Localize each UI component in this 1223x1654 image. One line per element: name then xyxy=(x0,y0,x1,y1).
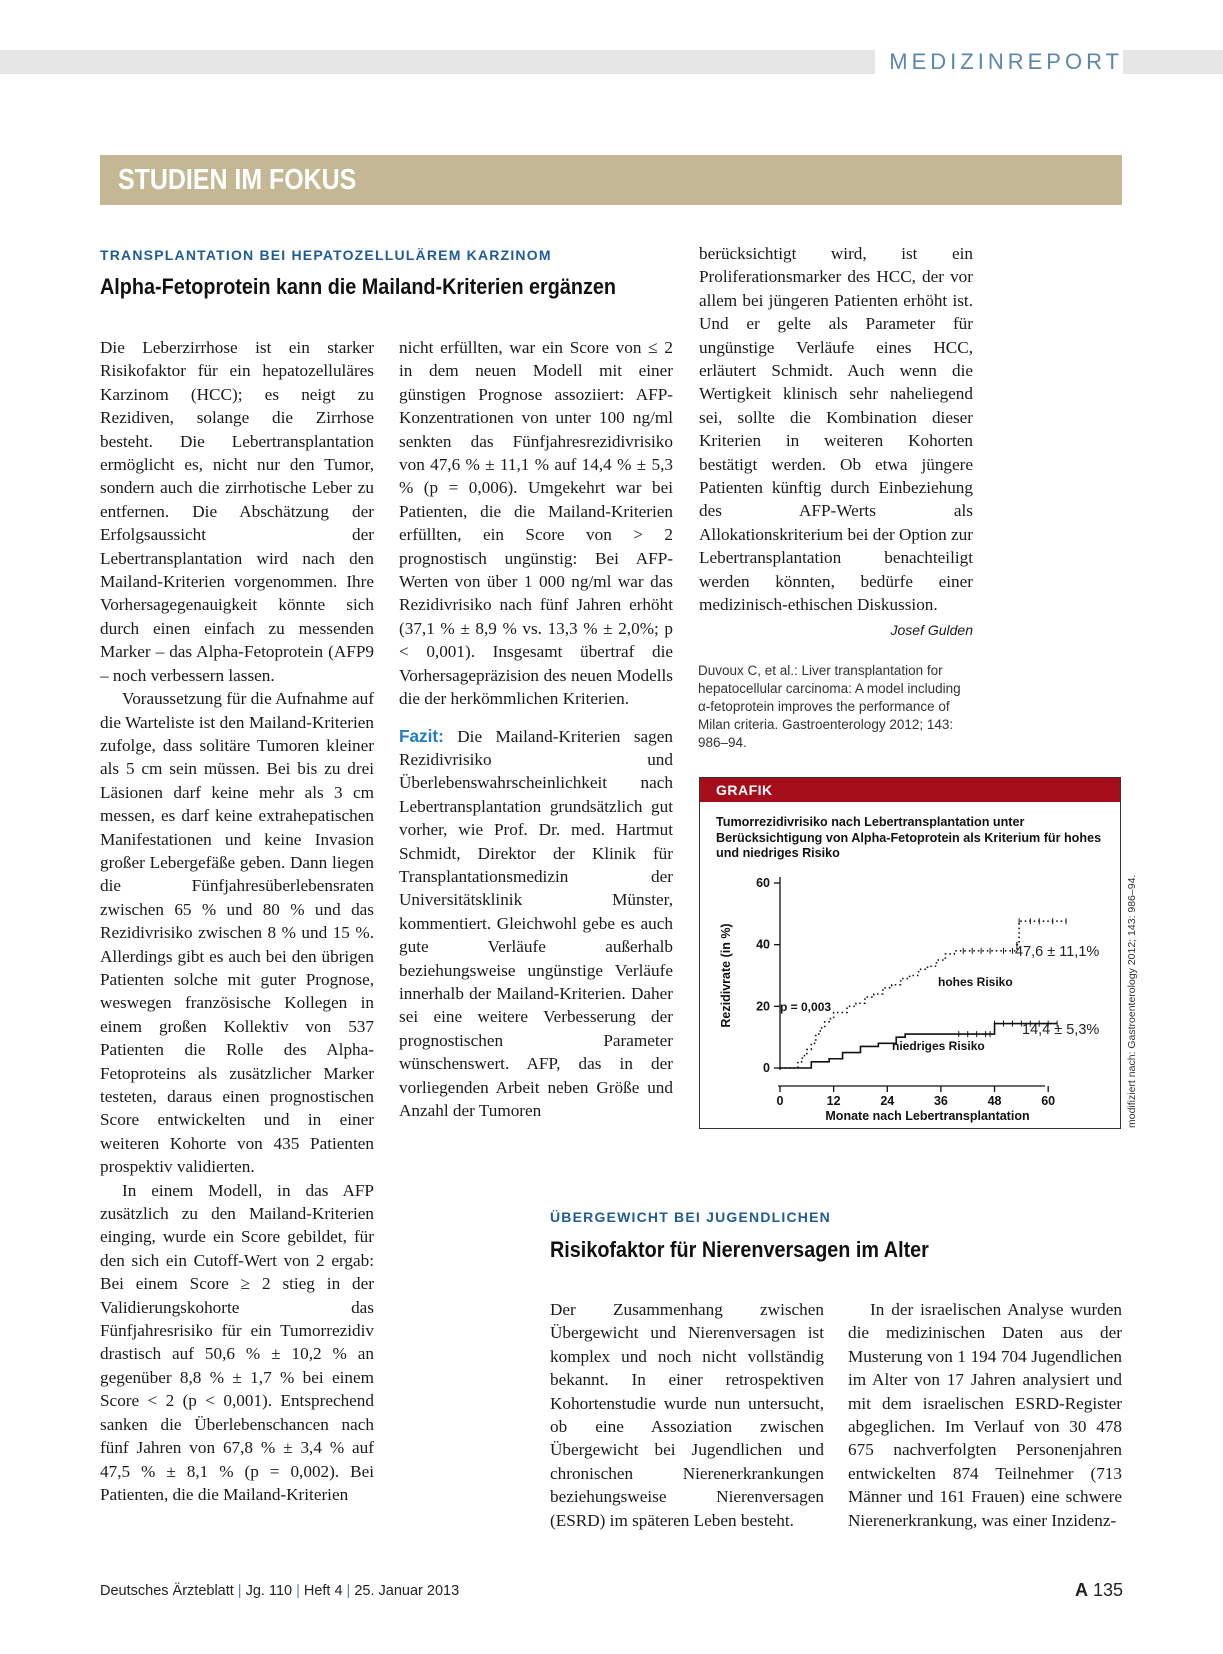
high-risk-value: 47,6 ± 11,1% xyxy=(1015,944,1100,960)
footer-issue: Heft 4 xyxy=(303,1583,343,1599)
reference: Duvoux C, et al.: Liver transplantation for hepatocellular carcinoma: A model including α-fetoprotein improves the performance of Milan criteria. Gastroenterology 2012; 143: 986–94. xyxy=(698,663,961,750)
paragraph: In der israelischen Analyse wurden die medizinischen Daten aus der Musterung von 1 194 704 Jugendlichen im Alter von 17 Jahren analysiert und mit dem israelischen ESRD-Register abgeglichen. Im Verlauf von 30 478 675 nachverfolgten Personenjahren entwickelten 874 Teilnehmer (713 Männer und 161 Frauen) eine schwere Nierenerkrankung, was einer Inzidenz- xyxy=(848,1300,1122,1530)
x-tick-label: 0 xyxy=(776,1094,784,1108)
paragraph: Der Zusammenhang zwischen Übergewicht und Nierenversagen ist komplex und noch nicht vollständig bekannt. In einer retrospektiven Kohortenstudie wurde nun untersucht, ob eine Assoziation zwischen Übergewicht bei Jugendlichen und chronischen Nierenerkrankungen beziehungsweise Nierenversagen (ESRD) im späteren Leben besteht. xyxy=(550,1300,824,1530)
paragraph: Voraussetzung für die Aufnahme auf die Warteliste ist den Mailand-Kriterien zufolge, dass solitäre Tumoren kleiner als 5 cm sein müssen. Bei bis zu drei Läsionen darf keine mehr als 3 cm messen, es darf keine extrahepatischen Manifestationen und keine Invasion großer Lebergefäße geben. Dann liegen die Fünfjahresüberlebensraten zwischen 65 % und 80 % und das Rezidivrisiko zwischen 8 % und 15 %. Allerdings gibt es auch bei den übrigen Patienten solche mit guter Prognose, weswegen französische Kollegen in einem großen Kollektiv von 537 Patienten die Rolle des Alpha-Fetoproteins als zusätzlicher Marker testeten, daraus einen prognostischen Score entwickelten und in einer weiteren Kohorte von 435 Patienten prospektiv validierten. xyxy=(100,689,374,1177)
article2-headline: Risikofaktor für Nierenversagen im Alter xyxy=(550,1237,929,1262)
y-axis-label: Rezidivrate (in %) xyxy=(719,923,733,1028)
footer: Deutsches Ärzteblatt | Jg. 110 | Heft 4 | 25. Januar 2013 xyxy=(100,1583,460,1599)
article2-column-1 xyxy=(550,1298,824,1532)
paragraph: Die Leberzirrhose ist ein starker Risikofaktor für ein hepatozelluläres Karzinom (HCC); es neigt zu Rezidiven, solange die Zirrhose besteht. Die Lebertransplantation ermöglicht es, nicht nur den Tumor, sondern auch die zirrhotische Leber zu entfernen. Die Abschätzung der Erfolgsaussicht der Lebertransplantation wird nach den Mailand-Kriterien vorgenommen. Ihre Vorhersagegenauigkeit könnte sich durch einen einfach zu messenden Marker – das Alpha-Fetoprotein (AFP9 – noch verbessern lassen. xyxy=(100,338,374,685)
page-number xyxy=(1075,1580,1123,1601)
x-tick-label: 36 xyxy=(933,1094,948,1108)
x-tick-label: 48 xyxy=(987,1094,1002,1108)
article1-column-2 xyxy=(399,336,673,1122)
article2-kicker: ÜBERGEWICHT BEI JUGENDLICHEN xyxy=(550,1209,831,1225)
figure-credit: modifiziert nach: Gastroenterology 2012; 143: 986–94. xyxy=(1126,874,1138,1128)
p-value-label: p = 0,003 xyxy=(780,1000,832,1014)
figure-box xyxy=(699,777,1121,1129)
footer-volume: Jg. 110 xyxy=(245,1583,293,1599)
paragraph: In einem Modell, in das AFP zusätzlich zu den Mailand-Kriterien einging, wurde ein Score gebildet, für den sich ein Cutoff-Wert von 2 ergab: Bei einem Score ≥ 2 stieg in der Validierungskohorte das Fünfjahresrisiko für ein Tumorrezidiv drastisch auf 50,6 % ± 10,2 % an gegenüber 8,8 % ± 1,7 % bei einem Score < 2 (p < 0,001). Entsprechend sanken die Überlebenschancen nach fünf Jahren von 67,8 % ± 3,4 % auf 47,5 % ± 8,1 % (p = 0,002). Bei Patienten, die die Mailand-Kriterien xyxy=(100,1180,374,1504)
y-tick-label: 0 xyxy=(763,1061,770,1075)
figure-label: GRAFIK xyxy=(716,782,773,798)
chart xyxy=(700,778,1120,1128)
fazit-label: Fazit: xyxy=(399,725,444,746)
fazit-paragraph xyxy=(399,725,673,1123)
x-tick-label: 12 xyxy=(826,1094,841,1108)
section-label: MEDIZINREPORT xyxy=(875,48,1123,76)
paragraph: nicht erfüllten, war ein Score von ≤ 2 in dem neuen Modell mit einer günstigen Prognose assoziiert: AFP-Konzentrationen von unter 100 ng/ml senkten das Fünfjahresrezidivrisiko von 47,6 % ± 11,1 % auf 14,4 % ± 5,3 % (p = 0,006). Umgekehrt war bei Patienten, die die Mailand-Kriterien erfüllten, ein Score von > 2 prognostisch ungünstig: Bei AFP-Werten von über 1 000 ng/ml war das Rezidivrisiko nach fünf Jahren erhöht (37,1 % ± 8,9 % vs. 13,3 % ± 2,0%; p < 0,001). Insgesamt übertraf die Vorhersagepräzision des neuen Modells die der herkömmlichen Kriterien. xyxy=(399,338,673,709)
footer-date: 25. Januar 2013 xyxy=(354,1583,460,1599)
section-banner xyxy=(100,155,1122,205)
article1-column-3 xyxy=(699,242,973,642)
page-number-value: 135 xyxy=(1092,1580,1123,1600)
banner-title: STUDIEN IM FOKUS xyxy=(118,164,357,196)
y-tick-label: 60 xyxy=(756,876,770,890)
paragraph: berücksichtigt wird, ist ein Proliferationsmarker des HCC, der vor allem bei jüngeren Patienten erhöht ist. Und er gelte als Parameter für ungünstige Verläufe eines HCC, erläutert Schmidt. Auch wenn die Wertigkeit klinisch sehr naheliegend sei, sollte die Kombination dieser Kriterien in weiteren Kohorten bestätigt werden. Ob etwa jüngere Patienten künftig durch Einbeziehung des AFP-Werts als Allokationskriterium bei der Option zur Lebertransplantation benachteiligt werden könnten, bedürfe einer medizinisch-ethischen Diskussion. xyxy=(699,244,973,615)
x-tick-label: 24 xyxy=(880,1094,895,1108)
y-tick-label: 20 xyxy=(756,999,770,1014)
article1-kicker: TRANSPLANTATION BEI HEPATOZELLULÄREM KARZINOM xyxy=(100,247,552,263)
footer-journal: Deutsches Ärzteblatt xyxy=(100,1583,234,1599)
x-tick-label: 60 xyxy=(1041,1094,1056,1108)
fazit-text: Die Mailand-Kriterien sagen Rezidivrisiko und Überlebenswahrscheinlichkeit nach Lebertransplantation grundsätzlich gut vorher, wie Prof. Dr. med. Hartmut Schmidt, Direktor der Klinik für Transplantationsmedizin der Universitätsklinik Münster, kommentiert. Gleichwohl gebe es auch gute Verläufe außerhalb beziehungsweise ungünstige Verläufe innerhalb der Mailand-Kriterien. Daher sei eine weitere Verbesserung der prognostischen Parameter wünschenswert. AFP, das in der vorliegenden Arbeit neben Größe und Anzahl der Tumoren xyxy=(399,726,673,1120)
article1-headline: Alpha-Fetoprotein kann die Mailand-Kriterien ergänzen xyxy=(100,274,616,299)
author: Josef Gulden xyxy=(890,621,973,638)
low-risk-value: 14,4 ± 5,3% xyxy=(1022,1022,1100,1038)
low-risk-label: niedriges Risiko xyxy=(892,1039,985,1053)
article1-column-1 xyxy=(100,336,374,1506)
high-risk-label: hohes Risiko xyxy=(938,975,1013,989)
figure-caption: Tumorrezidivrisiko nach Lebertransplantation unter Berücksichtigung von Alpha-Fetoprotein als Kriterium für hohes und niedriges Risiko xyxy=(716,815,1102,860)
article2-column-2 xyxy=(848,1298,1122,1532)
y-tick-label: 40 xyxy=(756,937,770,952)
page-prefix: A xyxy=(1074,1580,1088,1600)
x-axis-label: Monate nach Lebertransplantation xyxy=(825,1109,1030,1123)
